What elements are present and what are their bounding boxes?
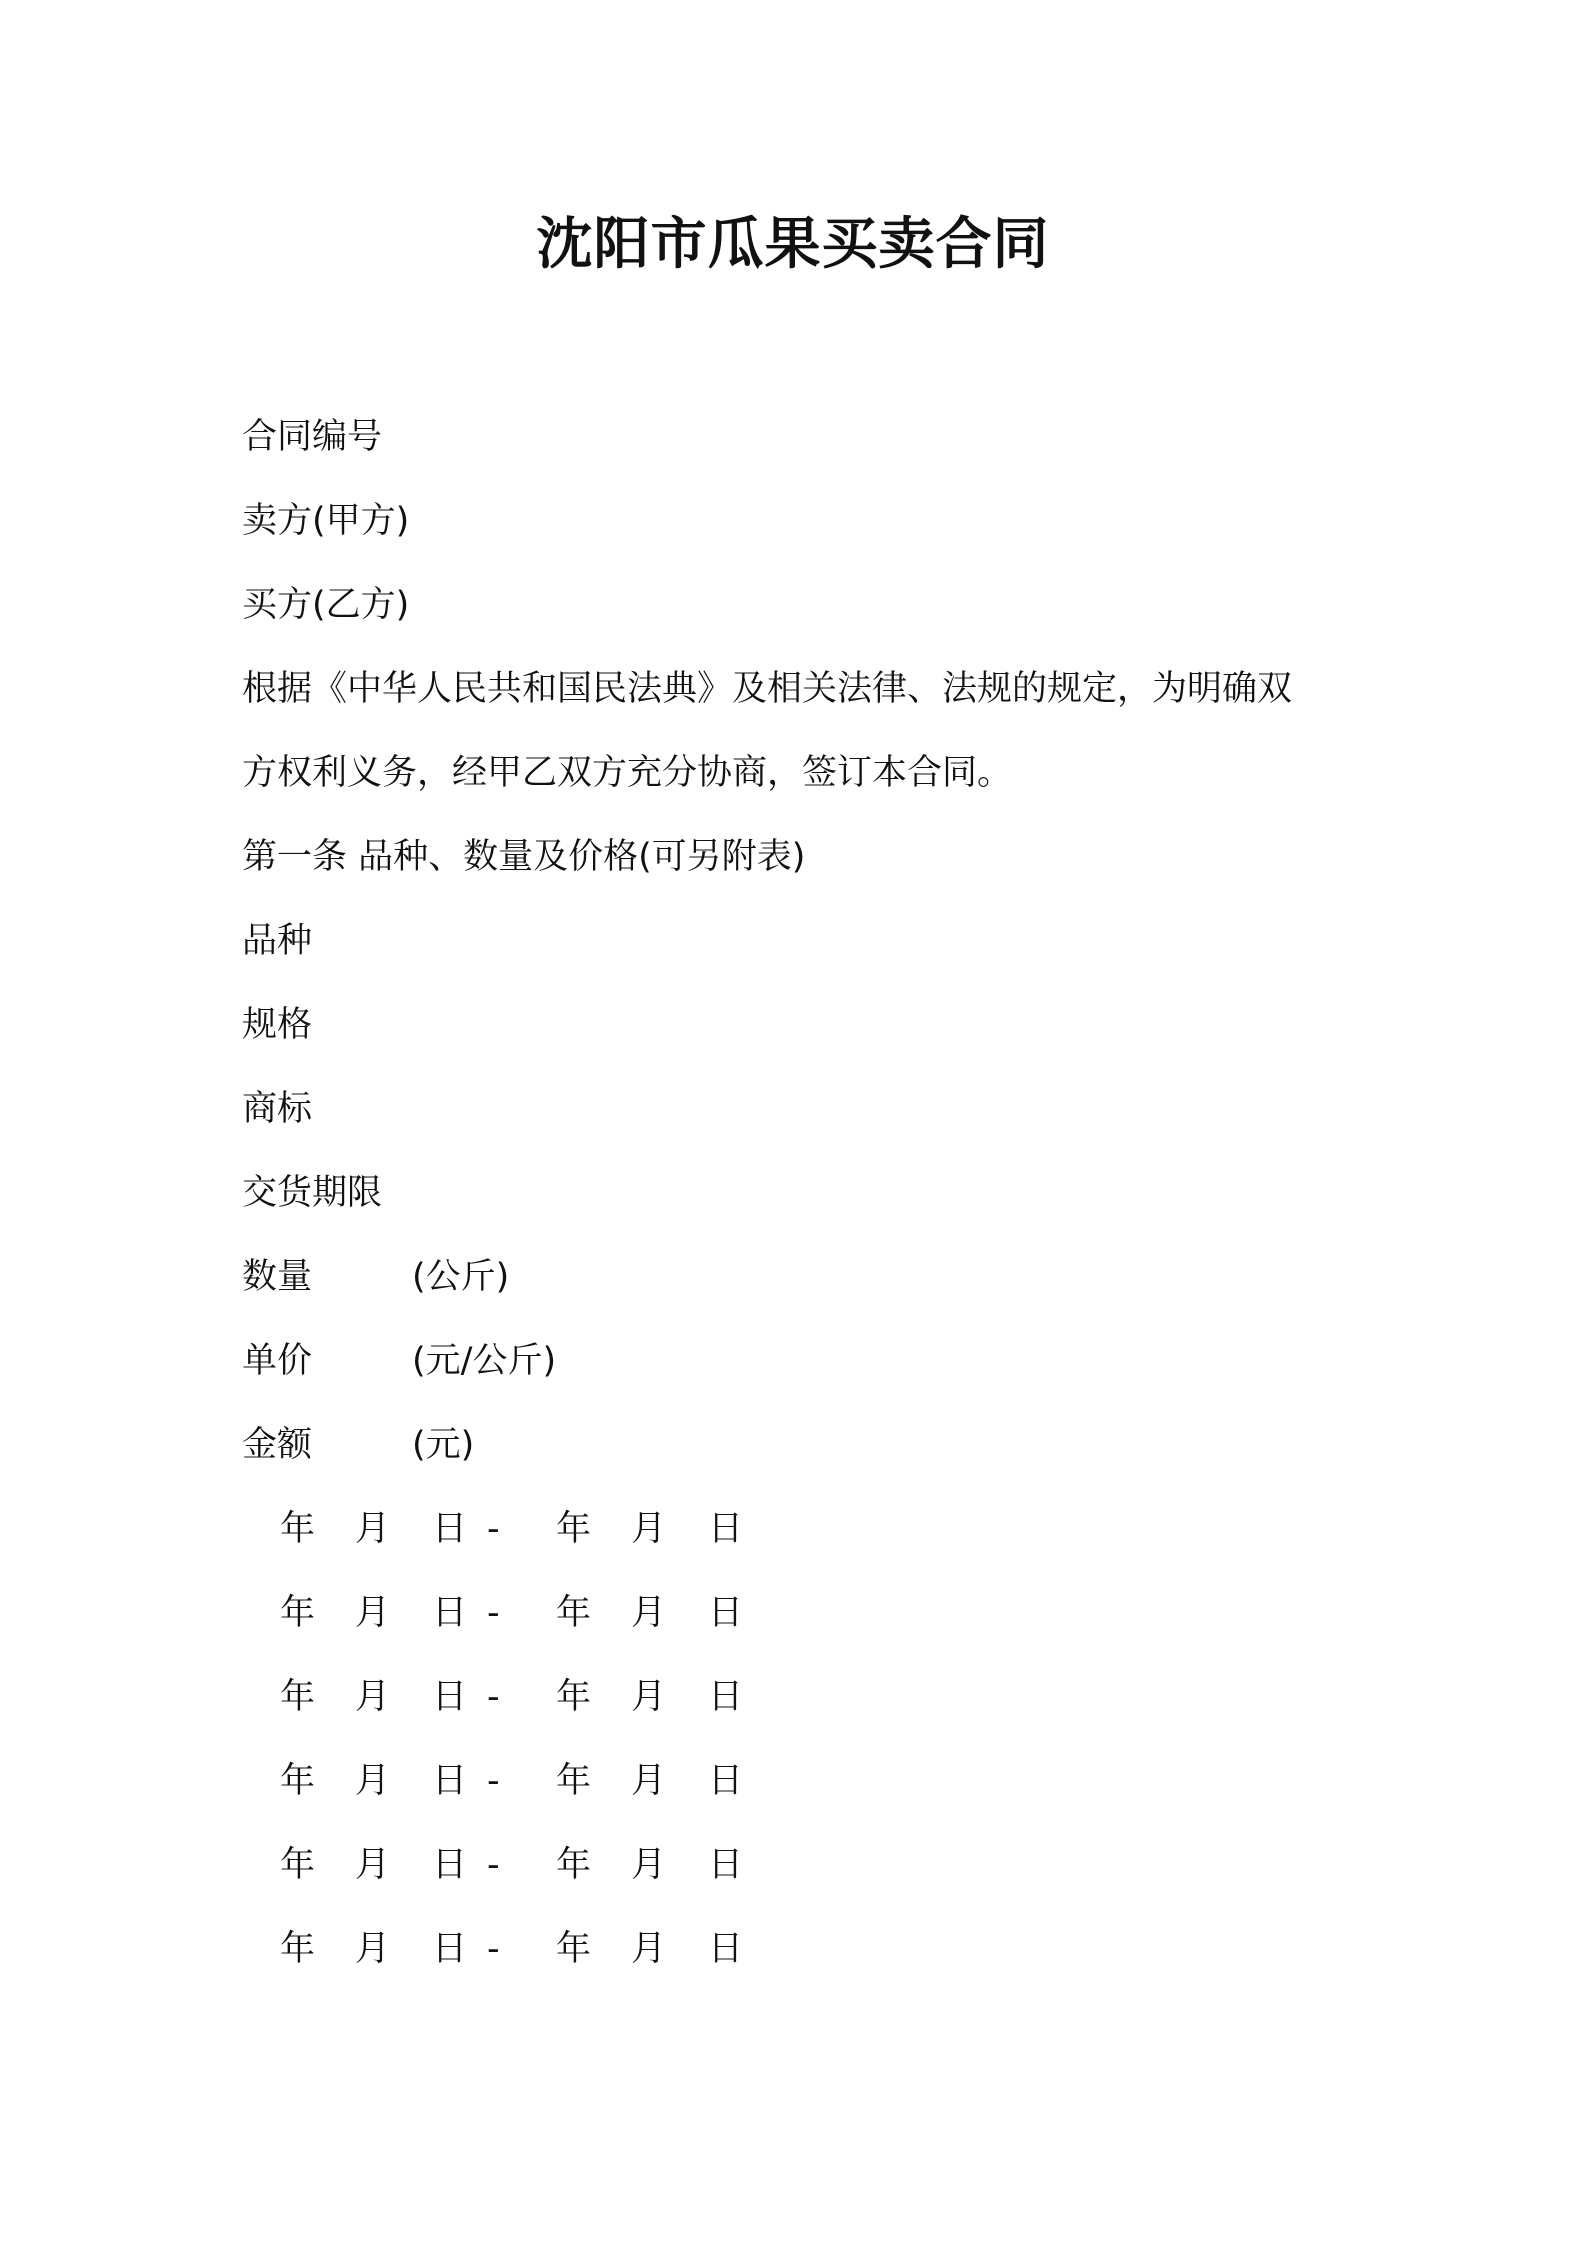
date-row-5-range-dash: -	[487, 1845, 500, 1885]
date-row-3-end-year: 年	[556, 1677, 592, 1717]
date-row-6-end-year: 年	[556, 1929, 592, 1969]
preamble-line-1: 根据《中华人民共和国民法典》及相关法律、法规的规定，为明确双	[242, 669, 1293, 709]
date-row-2-start-year: 年	[280, 1593, 316, 1633]
article-1-heading: 第一条 品种、数量及价格(可另附表)	[242, 837, 806, 877]
date-row-6-end-day: 日	[708, 1929, 744, 1969]
amount-unit: (元)	[412, 1425, 475, 1465]
unit-price-unit: (元/公斤)	[412, 1341, 557, 1381]
date-row-6-start-day: 日	[432, 1929, 468, 1969]
unit-price-label: 单价	[242, 1341, 313, 1381]
date-row-2-end-month: 月	[631, 1593, 667, 1633]
date-row-1-start-month: 月	[355, 1509, 391, 1549]
date-row-3-start-month: 月	[355, 1677, 391, 1717]
spec-label: 规格	[242, 1005, 313, 1045]
date-row-6-start-month: 月	[355, 1929, 391, 1969]
delivery-term-label: 交货期限	[242, 1173, 383, 1213]
date-row-5-end-year: 年	[556, 1845, 592, 1885]
date-row-1-end-month: 月	[631, 1509, 667, 1549]
date-row-6-start-year: 年	[280, 1929, 316, 1969]
date-row-1-end-day: 日	[708, 1509, 744, 1549]
date-row-2-range-dash: -	[487, 1593, 500, 1633]
date-row-2-start-month: 月	[355, 1593, 391, 1633]
date-row-4-start-year: 年	[280, 1761, 316, 1801]
variety-label: 品种	[242, 921, 313, 961]
quantity-unit: (公斤)	[412, 1257, 510, 1297]
date-row-2-end-year: 年	[556, 1593, 592, 1633]
date-row-4-end-month: 月	[631, 1761, 667, 1801]
preamble-line-2: 方权利义务，经甲乙双方充分协商，签订本合同。	[242, 753, 1013, 793]
date-row-3-end-day: 日	[708, 1677, 744, 1717]
seller-label: 卖方(甲方)	[242, 501, 410, 541]
date-row-6-end-month: 月	[631, 1929, 667, 1969]
contract-number-label: 合同编号	[242, 417, 383, 457]
buyer-label: 买方(乙方)	[242, 585, 410, 625]
date-row-2-start-day: 日	[432, 1593, 468, 1633]
date-row-5-end-month: 月	[631, 1845, 667, 1885]
date-row-4-start-day: 日	[432, 1761, 468, 1801]
date-row-5-start-day: 日	[432, 1845, 468, 1885]
date-row-3-range-dash: -	[487, 1677, 500, 1717]
date-row-4-start-month: 月	[355, 1761, 391, 1801]
trademark-label: 商标	[242, 1089, 313, 1129]
date-row-1-end-year: 年	[556, 1509, 592, 1549]
quantity-label: 数量	[242, 1257, 313, 1297]
date-row-2-end-day: 日	[708, 1593, 744, 1633]
amount-label: 金额	[242, 1425, 313, 1465]
contract-title: 沈阳市瓜果买卖合同	[536, 212, 1050, 277]
date-row-1-start-year: 年	[280, 1509, 316, 1549]
date-row-4-end-year: 年	[556, 1761, 592, 1801]
date-row-1-range-dash: -	[487, 1509, 500, 1549]
date-row-3-start-day: 日	[432, 1677, 468, 1717]
date-row-1-start-day: 日	[432, 1509, 468, 1549]
date-row-4-range-dash: -	[487, 1761, 500, 1801]
date-row-6-range-dash: -	[487, 1929, 500, 1969]
date-row-5-end-day: 日	[708, 1845, 744, 1885]
date-row-3-end-month: 月	[631, 1677, 667, 1717]
date-row-4-end-day: 日	[708, 1761, 744, 1801]
date-row-5-start-month: 月	[355, 1845, 391, 1885]
date-row-3-start-year: 年	[280, 1677, 316, 1717]
date-row-5-start-year: 年	[280, 1845, 316, 1885]
